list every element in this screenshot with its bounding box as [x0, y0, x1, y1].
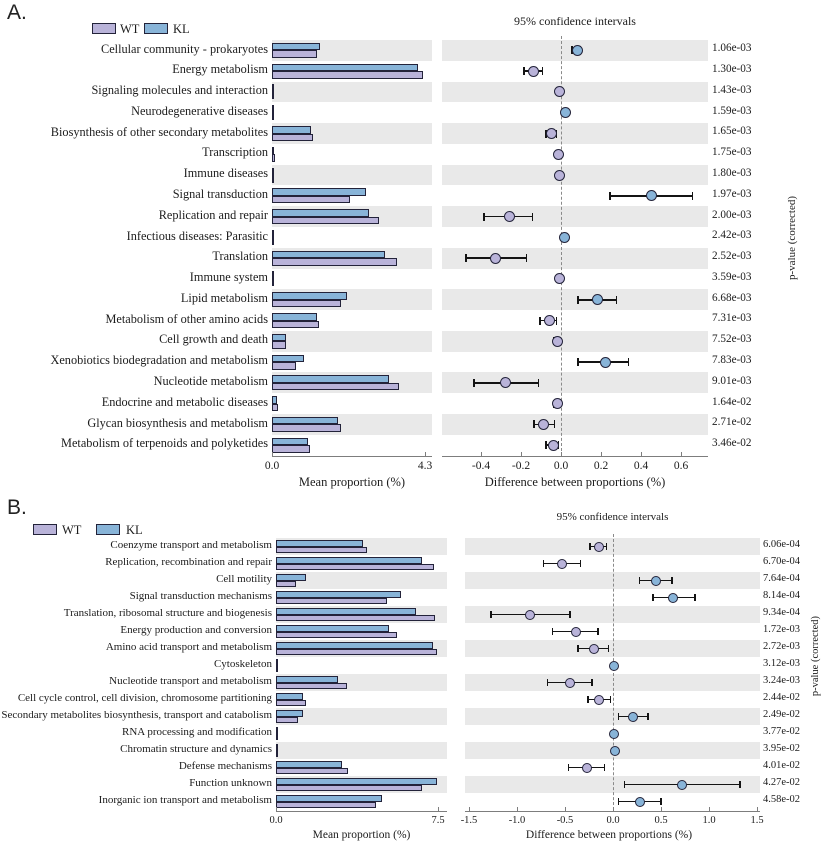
p-value: 3.77e-02	[763, 725, 801, 737]
category-label: Lipid metabolism	[180, 290, 268, 305]
panel-b-letter: B.	[7, 496, 27, 519]
bar-kl	[272, 209, 369, 217]
category-label: Inorganic ion transport and metabolism	[98, 793, 272, 806]
p-value: 1.43e-03	[712, 83, 752, 96]
p-value: 4.01e-02	[763, 759, 801, 771]
zero-reference-line	[561, 36, 562, 456]
ci-cap-right	[610, 696, 612, 703]
bar-wt	[276, 649, 437, 656]
p-value: 2.49e-02	[763, 708, 801, 720]
ci-cap-right	[606, 543, 608, 550]
bar-wt	[276, 598, 387, 605]
category-label: Nucleotide metabolism	[153, 374, 268, 388]
ci-dot	[589, 644, 599, 654]
diff-axis-tick	[613, 807, 614, 811]
bar-wt	[276, 802, 376, 809]
category-label: Amino acid transport and metabolism	[105, 640, 272, 653]
row-band	[442, 414, 708, 435]
category-label: Biosynthesis of other secondary metabolites	[50, 124, 268, 139]
ci-cap-left	[473, 379, 475, 387]
row-band	[442, 206, 708, 227]
ci-cap-right	[542, 67, 544, 75]
bar-wt	[272, 321, 319, 329]
diff-axis-tick-label: -1.5	[460, 815, 478, 826]
p-value: 1.65e-03	[712, 125, 752, 138]
ci-cap-right	[616, 296, 618, 304]
bar-wt	[276, 632, 397, 639]
ci-cap-right	[526, 254, 528, 262]
p-value: 1.80e-03	[712, 167, 752, 179]
category-label: Replication and repair	[158, 207, 268, 222]
diff-axis-title-b: Difference between proportions (%)	[525, 829, 693, 841]
ci-cap-left	[587, 696, 589, 703]
category-label: Translation, ribosomal structure and biogenesis	[63, 606, 272, 619]
p-value: 3.46e-02	[712, 437, 752, 450]
bar-wt	[276, 581, 296, 588]
p-value: 6.68e-03	[712, 291, 752, 304]
p-value: 1.64e-02	[712, 395, 752, 408]
p-value: 2.72e-03	[763, 640, 801, 652]
ci-cap-right	[628, 358, 630, 366]
ci-dot	[628, 712, 638, 722]
ci-cap-left	[545, 441, 547, 449]
diff-axis-tick	[469, 807, 470, 811]
diff-axis-tick-label: -0.5	[556, 815, 574, 826]
pvalue-axis-label-b: p-value (corrected)	[810, 616, 821, 697]
p-value: 7.64e-04	[763, 572, 801, 584]
diff-axis-tick	[681, 452, 682, 456]
bar-wt	[272, 196, 350, 204]
row-band	[442, 289, 708, 310]
diff-axis-tick-label: 1.0	[702, 815, 716, 826]
ci-cap-left	[568, 764, 570, 771]
diff-axis-tick	[601, 452, 602, 456]
diff-axis-line	[442, 456, 708, 457]
diff-axis-tick	[661, 807, 662, 811]
bar-wt	[272, 279, 274, 287]
bar-kl	[272, 64, 418, 72]
category-label: Translation	[212, 249, 268, 264]
ci-dot	[500, 377, 511, 388]
row-band	[442, 165, 708, 186]
bar-wt	[272, 113, 274, 121]
ci-cap-right	[647, 713, 649, 720]
ci-cap-right	[739, 781, 741, 788]
diff-axis-tick-label: -0.2	[511, 460, 531, 472]
ci-dot	[559, 232, 570, 243]
category-label: Nucleotide transport and metabolism	[109, 674, 272, 687]
diff-axis-tick	[561, 452, 562, 456]
category-label: Neurodegenerative diseases	[131, 103, 268, 118]
ci-dot	[504, 211, 515, 222]
p-value: 2.42e-03	[712, 229, 752, 242]
mean-axis-line	[272, 456, 432, 457]
bar-kl	[272, 396, 277, 404]
ci-dot	[594, 695, 604, 705]
diff-axis-line	[465, 811, 760, 812]
bar-kl	[272, 105, 274, 113]
bar-wt	[272, 237, 274, 245]
ci-dot	[592, 294, 603, 305]
p-value: 7.31e-03	[712, 312, 752, 325]
category-label: RNA processing and modification	[121, 725, 272, 738]
ci-cap-right	[532, 213, 534, 221]
ci-dot	[594, 542, 604, 552]
p-value: 1.59e-03	[712, 104, 752, 117]
ci-dot	[609, 729, 619, 739]
category-label: Signaling molecules and interaction	[91, 83, 268, 98]
ci-cap-right	[569, 611, 571, 618]
ci-title-a: 95% confidence intervals	[514, 14, 636, 28]
bar-kl	[272, 188, 366, 196]
ci-cap-right	[694, 594, 696, 601]
ci-dot	[651, 576, 661, 586]
ci-cap-right	[538, 379, 540, 387]
ci-cap-left	[624, 781, 626, 788]
zero-reference-line	[613, 534, 614, 810]
category-label: Defense mechanisms	[178, 759, 272, 772]
p-value: 4.27e-02	[763, 776, 801, 788]
ci-dot	[582, 763, 592, 773]
category-label: Immune diseases	[183, 166, 268, 181]
bar-kl	[272, 271, 274, 279]
category-label: Infectious diseases: Parasitic	[126, 228, 268, 243]
legend-label-kl-b: KL	[126, 523, 143, 537]
ci-dot	[557, 559, 567, 569]
diff-axis-tick-label: -1.0	[508, 815, 526, 826]
bar-wt	[272, 175, 274, 183]
category-label: Cell growth and death	[159, 332, 268, 347]
bar-kl	[272, 334, 286, 342]
row-band	[442, 123, 708, 144]
bar-kl	[272, 438, 308, 446]
ci-cap-left	[543, 560, 545, 567]
ci-cap-left	[523, 67, 525, 75]
mean-axis-tick	[425, 452, 426, 456]
ci-dot	[635, 797, 645, 807]
p-value: 3.24e-03	[763, 674, 801, 686]
ci-cap-left	[547, 679, 549, 686]
p-value: 7.83e-03	[712, 354, 752, 367]
bar-kl	[272, 147, 274, 155]
category-label: Transcription	[202, 145, 268, 160]
category-label: Chromatin structure and dynamics	[120, 742, 272, 755]
category-label: Metabolism of other amino acids	[105, 311, 268, 326]
mean-axis-title-b: Mean proportion (%)	[312, 829, 411, 841]
bar-wt	[276, 751, 278, 758]
bar-wt	[276, 666, 278, 673]
diff-axis-tick-label: -0.4	[471, 460, 491, 472]
ci-dot	[490, 253, 501, 264]
category-label: Secondary metabolites biosynthesis, transport and catabolism	[1, 708, 272, 721]
p-value: 8.14e-04	[763, 589, 801, 601]
category-label: Signal transduction mechanisms	[129, 589, 272, 602]
bar-wt	[276, 564, 434, 571]
bar-wt	[272, 134, 313, 142]
bar-wt	[272, 424, 341, 432]
ci-cap-left	[639, 577, 641, 584]
ci-dot	[552, 336, 563, 347]
ci-cap-right	[692, 192, 694, 200]
bar-kl	[272, 313, 317, 321]
pvalue-axis-label-a: p-value (corrected)	[786, 196, 798, 280]
ci-dot	[553, 149, 564, 160]
ci-dot	[668, 593, 678, 603]
ci-dot	[546, 128, 557, 139]
ci-dot	[544, 315, 555, 326]
p-value: 3.95e-02	[763, 742, 801, 754]
mean-axis-tick	[276, 807, 277, 811]
mean-axis-line	[276, 811, 447, 812]
category-label: Signal transduction	[172, 186, 268, 201]
category-label: Energy metabolism	[172, 62, 268, 77]
bar-wt	[272, 71, 423, 79]
diff-axis-title-a: Difference between proportions (%)	[484, 475, 666, 489]
category-label: Cell cycle control, cell division, chromosome partitioning	[17, 691, 272, 704]
category-label: Coenzyme transport and metabolism	[110, 538, 272, 551]
bar-wt	[276, 717, 298, 724]
diff-axis-tick	[709, 807, 710, 811]
bar-kl	[272, 417, 338, 425]
bar-wt	[276, 700, 306, 707]
ci-cap-left	[465, 254, 467, 262]
bar-wt	[272, 404, 278, 412]
ci-dot	[609, 661, 619, 671]
legend-label-kl-a: KL	[173, 22, 190, 36]
p-value: 1.72e-03	[763, 623, 801, 635]
p-value: 2.52e-03	[712, 250, 752, 263]
bar-kl	[272, 84, 274, 92]
ci-title-b: 95% confidence intervals	[556, 511, 669, 523]
ci-cap-right	[556, 317, 558, 325]
ci-cap-left	[618, 798, 620, 805]
mean-axis-tick	[272, 452, 273, 456]
ci-cap-right	[671, 577, 673, 584]
ci-cap-left	[589, 543, 591, 550]
ci-cap-right	[580, 560, 582, 567]
bar-wt	[272, 300, 341, 308]
bar-wt	[272, 92, 274, 100]
bar-wt	[272, 50, 317, 58]
bar-kl	[272, 375, 389, 383]
mean-axis-title-a: Mean proportion (%)	[298, 475, 406, 489]
p-value: 6.70e-04	[763, 555, 801, 567]
ci-cap-right	[604, 764, 606, 771]
category-label: Cellular community - prokaryotes	[101, 41, 268, 56]
panel-a-letter: A.	[7, 1, 27, 24]
diff-axis-tick-label: 1.5	[750, 815, 764, 826]
ci-dot	[677, 780, 687, 790]
bar-wt	[276, 734, 278, 741]
bar-wt	[276, 768, 348, 775]
bar-kl	[272, 126, 311, 134]
diff-axis-tick	[521, 452, 522, 456]
diff-axis-tick-label: 0.0	[606, 815, 620, 826]
ci-cap-right	[597, 628, 599, 635]
bar-wt	[272, 362, 296, 370]
bar-kl	[272, 230, 274, 238]
category-label: Immune system	[189, 270, 268, 285]
ci-cap-right	[660, 798, 662, 805]
ci-cap-left	[652, 594, 654, 601]
bar-kl	[272, 292, 347, 300]
bar-kl	[272, 251, 385, 259]
row-band	[272, 165, 432, 186]
category-label: Energy production and conversion	[120, 623, 272, 636]
ci-cap-left	[539, 317, 541, 325]
ci-cap-left	[577, 296, 579, 304]
ci-cap-left	[577, 358, 579, 366]
p-value: 4.58e-02	[763, 793, 801, 805]
p-value: 2.71e-02	[712, 416, 752, 429]
ci-dot	[554, 170, 565, 181]
category-label: Glycan biosynthesis and metabolism	[87, 415, 268, 430]
p-value: 1.75e-03	[712, 146, 752, 159]
p-value: 1.06e-03	[712, 42, 752, 55]
diff-axis-tick-label: 0.6	[673, 460, 689, 472]
legend-label-wt-a: WT	[120, 22, 140, 36]
category-label: Cell motility	[216, 572, 272, 585]
mean-axis-tick	[438, 807, 439, 811]
p-value: 2.00e-03	[712, 208, 752, 221]
category-label: Replication, recombination and repair	[105, 555, 272, 568]
bar-wt	[272, 341, 286, 349]
category-label: Function unknown	[189, 776, 272, 789]
p-value: 2.44e-02	[763, 691, 801, 703]
bar-wt	[272, 217, 379, 225]
ci-dot	[571, 627, 581, 637]
ci-cap-left	[618, 713, 620, 720]
panel-b-plot	[0, 496, 825, 845]
ci-cap-left	[609, 192, 611, 200]
p-value: 3.59e-03	[712, 270, 752, 283]
mean-axis-tick-label: 7.5	[431, 815, 445, 826]
row-band	[272, 82, 432, 103]
bar-wt	[276, 547, 367, 554]
diff-axis-tick-label: 0.2	[593, 460, 609, 472]
ci-dot	[538, 419, 549, 430]
diff-axis-tick-label: 0.5	[654, 815, 668, 826]
mean-axis-tick-label: 4.3	[417, 460, 433, 472]
bar-wt	[272, 445, 310, 453]
mean-axis-tick-label: 0.0	[269, 815, 283, 826]
legend-label-wt-b: WT	[62, 523, 82, 537]
category-label: Cytoskeleton	[213, 657, 272, 670]
bar-kl	[272, 168, 274, 176]
diff-axis-tick-label: 0.0	[553, 460, 569, 472]
p-value: 3.12e-03	[763, 657, 801, 669]
ci-dot	[572, 45, 583, 56]
diff-axis-tick	[641, 452, 642, 456]
ci-cap-left	[490, 611, 492, 618]
row-band	[276, 742, 447, 759]
ci-dot	[554, 273, 565, 284]
p-value: 1.97e-03	[712, 187, 752, 200]
diff-axis-tick	[481, 452, 482, 456]
ci-cap-right	[554, 420, 556, 428]
ci-cap-right	[608, 645, 610, 652]
ci-cap-left	[577, 645, 579, 652]
category-label: Metabolism of terpenoids and polyketides	[61, 436, 268, 451]
ci-cap-left	[483, 213, 485, 221]
mean-axis-tick-label: 0.0	[264, 460, 280, 472]
p-value: 6.06e-04	[763, 538, 801, 550]
category-label: Endocrine and metabolic diseases	[101, 394, 268, 409]
p-value: 1.30e-03	[712, 63, 752, 76]
bar-wt	[272, 383, 399, 391]
diff-axis-tick	[565, 807, 566, 811]
ci-dot	[552, 398, 563, 409]
row-band	[442, 331, 708, 352]
diff-axis-tick	[757, 807, 758, 811]
row-band	[272, 331, 432, 352]
ci-dot	[548, 440, 559, 451]
bar-wt	[272, 154, 275, 162]
bar-wt	[276, 683, 347, 690]
ci-dot	[554, 86, 565, 97]
p-value: 9.34e-04	[763, 606, 801, 618]
bar-kl	[272, 43, 320, 51]
row-band	[442, 82, 708, 103]
p-value: 7.52e-03	[712, 333, 752, 346]
bar-kl	[272, 355, 304, 363]
bar-wt	[276, 785, 422, 792]
ci-dot	[600, 357, 611, 368]
ci-dot	[610, 746, 620, 756]
ci-cap-left	[552, 628, 554, 635]
bar-wt	[276, 615, 435, 622]
diff-axis-tick	[517, 807, 518, 811]
ci-dot	[525, 610, 535, 620]
ci-dot	[560, 107, 571, 118]
p-value: 9.01e-03	[712, 374, 752, 387]
ci-cap-right	[591, 679, 593, 686]
ci-dot	[565, 678, 575, 688]
bar-wt	[272, 258, 397, 266]
ci-dot	[646, 190, 657, 201]
ci-cap-left	[533, 420, 535, 428]
ci-dot	[528, 66, 539, 77]
diff-axis-tick-label: 0.4	[633, 460, 649, 472]
category-label: Xenobiotics biodegradation and metabolism	[50, 353, 268, 368]
